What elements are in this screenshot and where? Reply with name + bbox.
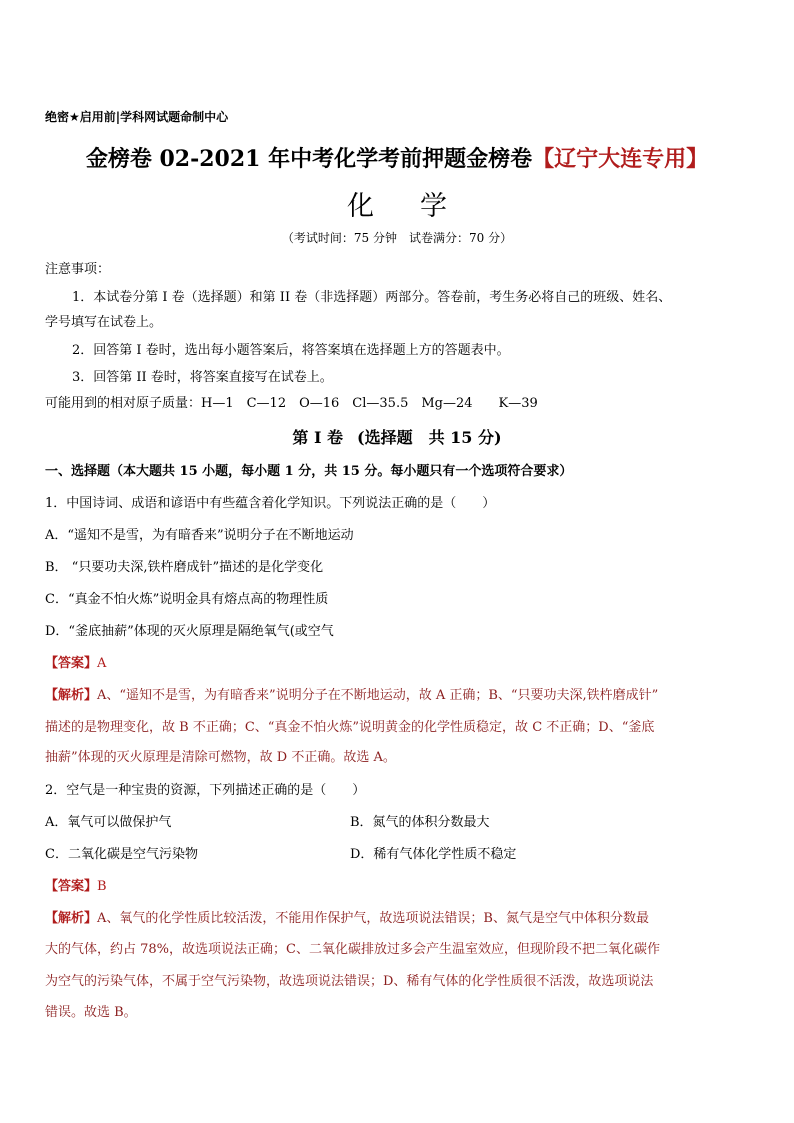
q1-option-c: C．“真金不怕火炼”说明金具有熔点高的物理性质 — [45, 592, 329, 607]
exam-info: （考试时间：75 分钟 试卷满分：70 分） — [281, 231, 513, 245]
q1-option-b: B． “只要功夫深,铁杵磨成针”描述的是化学变化 — [45, 560, 324, 575]
section-title-part: 第 I 卷 — [292, 428, 344, 447]
q2-option-b: B．氮气的体积分数最大 — [350, 815, 490, 830]
section-instruction: 一、选择题（本大题共 15 小题，每小题 1 分，共 15 分。每小题只有一个选项符合要求） — [45, 464, 573, 479]
q1-stem: 1．中国诗词、成语和谚语中有些蕴含着化学知识。下列说法正确的是（ ） — [45, 496, 496, 511]
q2-option-a: A．氧气可以做保护气 — [45, 815, 172, 830]
title-main: 金榜卷 02-2021 年中考化学考前押题金榜卷 — [85, 146, 533, 172]
notice-item-3: 3．回答第 II 卷时，将答案直接写在试卷上。 — [72, 370, 333, 385]
q2-stem: 2．空气是一种宝贵的资源，下列描述正确的是（ ） — [45, 783, 366, 798]
section-title-sub: (选择题 共 15 分) — [357, 428, 502, 447]
q2-analysis-text-1: A、氧气的化学性质比较活泼，不能用作保护气，故选项说法错误；B、氮气是空气中体积分数最 — [97, 911, 649, 926]
q1-answer — [45, 652, 106, 671]
q1-answer-label: 【答案】 — [45, 656, 98, 671]
q2-answer-label: 【答案】 — [45, 879, 98, 894]
q2-analysis-line-1 — [45, 907, 649, 926]
q2-analysis-label: 【解析】 — [45, 911, 98, 926]
q1-option-d: D．“釜底抽薪”体现的灭火原理是隔绝氧气(或空气 — [45, 624, 334, 639]
q1-analysis-line-2: 描述的是物理变化，故 B 不正确；C、“真金不怕火炼”说明黄金的化学性质稳定，故 C 不正确；D、“釜底 — [45, 720, 655, 735]
q1-option-a: A．“遥知不是雪，为有暗香来”说明分子在不断地运动 — [45, 528, 354, 543]
q2-analysis-line-4: 错误。故选 B。 — [45, 1005, 137, 1020]
subject-title: 化学 — [347, 191, 493, 222]
q1-analysis-text-1: A、“遥知不是雪，为有暗香来”说明分子在不断地运动，故 A 正确；B、“只要功夫深,铁杵磨成针” — [97, 688, 659, 703]
q2-option-d: D．稀有气体化学性质不稳定 — [350, 847, 517, 862]
q2-analysis-line-3: 为空气的污染气体，不属于空气污染物，故选项说法错误；D、稀有气体的化学性质很不活泼，故选项说法 — [45, 974, 654, 989]
notice-item-1a: 1．本试卷分第 I 卷（选择题）和第 II 卷（非选择题）两部分。答卷前，考生务必将自己的班级、姓名、 — [72, 290, 672, 305]
notice-heading: 注意事项： — [45, 262, 111, 277]
title-highlight: 【辽宁大连专用】 — [532, 146, 709, 172]
q2-answer — [45, 875, 107, 894]
q2-analysis-line-2: 大的气体，约占 78%，故选项说法正确；C、二氧化碳排放过多会产生温室效应，但现阶段不把二氧化碳作 — [45, 942, 660, 957]
q2-answer-value: B — [97, 879, 107, 894]
notice-item-2: 2．回答第 I 卷时，选出每小题答案后，将答案填在选择题上方的答题表中。 — [72, 343, 510, 358]
section-title — [0, 425, 794, 448]
q1-analysis-line-3: 抽薪”体现的灭火原理是清除可燃物，故 D 不正确。故选 A。 — [45, 750, 396, 765]
atomic-masses: 可能用到的相对原子质量：H—1 C—12 O—16 Cl—35.5 Mg—24 K—39 — [45, 396, 538, 411]
q1-analysis-label: 【解析】 — [45, 688, 98, 703]
notice-item-1b: 学号填写在试卷上。 — [45, 315, 163, 330]
q2-option-c: C．二氧化碳是空气污染物 — [45, 847, 198, 862]
header-tag: 绝密★启用前|学科网试题命制中心 — [45, 110, 229, 124]
q1-analysis-line-1 — [45, 684, 658, 703]
q1-answer-value: A — [97, 656, 107, 671]
page-title — [0, 142, 794, 173]
